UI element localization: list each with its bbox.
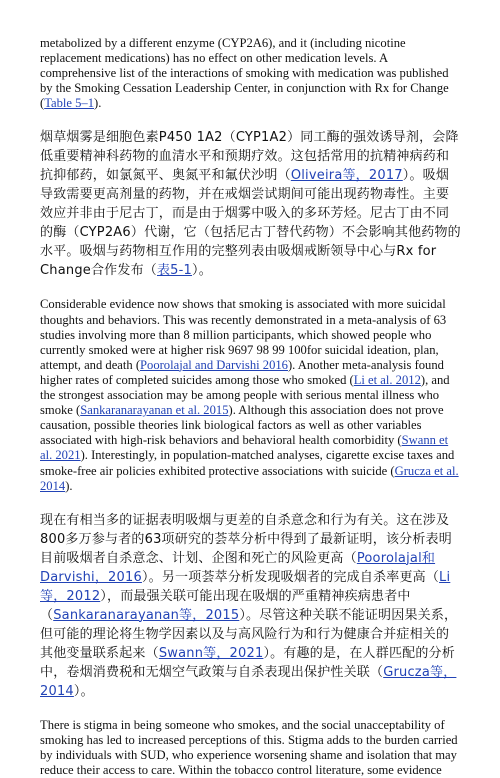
citation-link[interactable]: Swann et al. 2021	[40, 433, 449, 463]
citation-link[interactable]: 表5-1	[156, 263, 193, 279]
citation-link[interactable]: Swann等，2021	[158, 645, 264, 661]
citation-link[interactable]: Table 5–1	[44, 96, 95, 111]
chinese-paragraph	[40, 128, 462, 280]
citation-link[interactable]: Li等，2012	[40, 569, 451, 604]
paragraph-text: ).	[65, 478, 73, 493]
paragraph-text: 烟草烟雾是细胞色素P450 1A2（CYP1A2）同工酶的强效诱导剂，会降低重要精神科药物的血清水平和预期疗效。这包括常用的抗精神病药和抗抑郁药，如氯氮平、奥氮平和氟伏沙明（	[40, 130, 459, 184]
paragraph-text: ).	[94, 96, 102, 111]
paragraph-text: ）。	[73, 683, 94, 699]
paragraph-text: There is stigma in being someone who smokes, and the social unacceptability of smoking has led to increased perceptions of this. Stigma adds to the burden carried by individuals with SUD, who experience worsening shame and isolation that may reduce their access to care. Within the tobacco control literature, some evidence	[40, 717, 458, 777]
citation-link[interactable]: Sankaranarayanan et al. 2015	[80, 403, 229, 418]
paragraph-text: ），而最强关联可能出现在吸烟的严重精神疾病患者中（	[40, 588, 411, 623]
citation-link[interactable]: Sankaranarayanan等，2015	[53, 607, 240, 623]
paragraph-text: ), and the strongest association may be among people with serious mental illness who smoke (	[40, 372, 450, 418]
paragraph-text: ). Interestingly, in population-matched analyses, cigarette excise taxes and smoke-free air policies exhibited protective associations with suicide (	[40, 448, 455, 478]
paragraph-text: ）。另一项荟萃分析发现吸烟者的完成自杀率更高（	[141, 569, 440, 585]
paragraph-text: Considerable evidence now shows that smoking is associated with more suicidal thoughts and behaviors. This was recently demonstrated in a meta-analysis of 63 studies involving more than 8 million participants, which showed people who currently smoked were at higher risk 9697 98 99 100for suicidal ideation, plan, attempt, and death (	[40, 297, 447, 372]
citation-link[interactable]: Grucza et al. 2014	[40, 463, 459, 493]
citation-link[interactable]: Oliveira等，2017	[290, 168, 403, 184]
paragraph-text: ). Another meta-analysis found higher rates of completed suicides among those who smoked (	[40, 357, 444, 387]
paragraph-text: ）。	[192, 263, 212, 279]
paragraph-text: ). Although this association does not prove causation, possible theories link biological factors as well as other variables associated with high-risk behaviors and behavioral health comorbidity (	[40, 403, 444, 448]
paragraph-text: metabolized by a different enzyme (CYP2A6), and it (including nicotine replacement medications) has no effect on other medication levels. A comprehensive list of the interactions of smoking with medication was published by the Smoking Cessation Leadership Center, in conjunction with Rx for Change (	[40, 36, 449, 111]
citation-link[interactable]: Li et al. 2012	[353, 372, 421, 387]
chinese-paragraph	[40, 511, 462, 701]
english-paragraph	[40, 36, 462, 111]
paragraph-text: 现在有相当多的证据表明吸烟与更差的自杀意念和行为有关。这在涉及800多万参与者的63项研究的荟萃分析中得到了最新证明，该分析表明目前吸烟者自杀意念、计划、企图和死亡的风险更高（	[40, 512, 452, 566]
citation-link[interactable]: Poorolajal and Darvishi 2016	[140, 357, 288, 372]
english-paragraph	[40, 718, 462, 778]
citation-link[interactable]: Grucza等，2014	[40, 664, 457, 699]
paragraph-text: ）。有趣的是，在人群匹配的分析中，卷烟消费税和无烟空气政策与自杀表现出保护性关联（	[40, 645, 455, 680]
paragraph-text: ）。尽管这种关联不能证明因果关系，但可能的理论将生物学因素以及与高风险行为和行为健康合并症相关的其他变量联系起来（	[40, 607, 458, 661]
english-paragraph	[40, 297, 462, 493]
paragraph-text: ）。吸烟导致需要更高剂量的药物，并在戒烟尝试期间可能出现药物毒性。主要效应并非由于尼古丁，而是由于烟雾中吸入的多环芳烃。尼古丁由不同的酶（CYP2A6）代谢，它（包括尼古丁替代药物）不会影响其他药物的水平。吸烟与药物相互作用的完整列表由吸烟戒断领导中心与Rx for Change合作发布（	[40, 168, 461, 279]
citation-link[interactable]: Poorolajal和Darvishi，2016	[40, 550, 436, 585]
